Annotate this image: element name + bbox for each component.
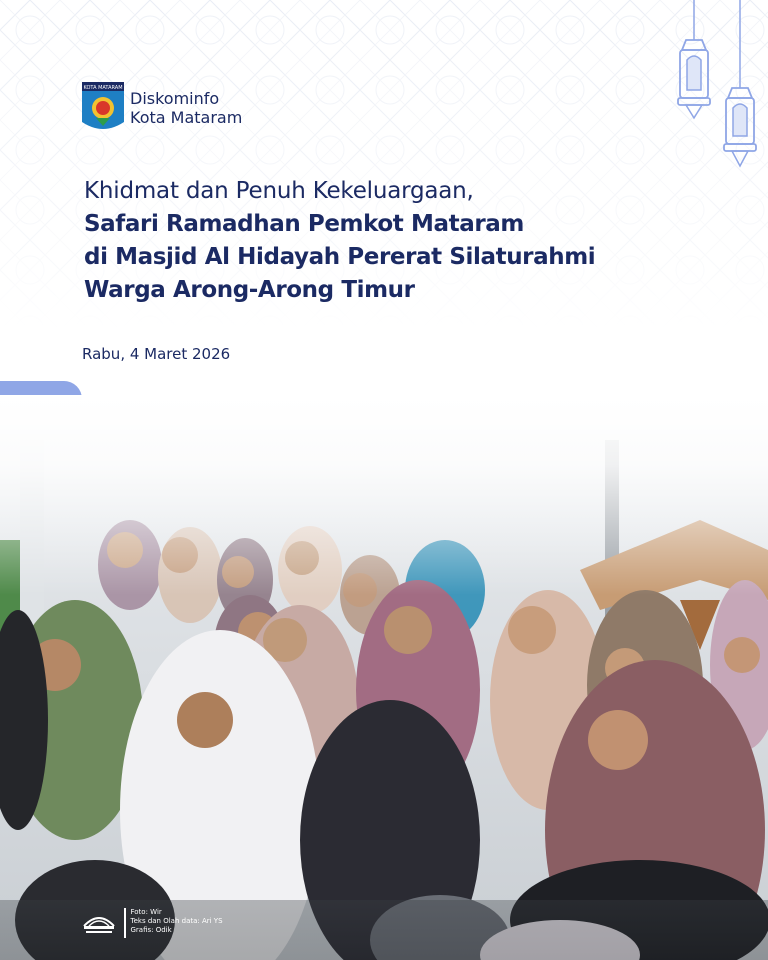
credit-grafis: Grafis: Odik [130, 926, 172, 934]
headline-line4: Warga Arong-Arong Timur [84, 277, 415, 303]
svg-text:KOTA MATARAM: KOTA MATARAM [83, 84, 123, 91]
brand-block [82, 82, 242, 134]
lantern-icon [672, 0, 716, 125]
photo-top-fade [0, 395, 768, 595]
headline [84, 175, 724, 307]
photo-credits [80, 908, 223, 938]
kota-mataram-logo [82, 82, 124, 134]
brand-name-line2: Kota Mataram [130, 108, 243, 127]
headline-line2: Safari Ramadhan Pemkot Mataram [84, 211, 524, 237]
brand-name-line1: Diskominfo [130, 89, 220, 108]
headline-line1: Khidmat dan Penuh Kekeluargaan, [84, 178, 474, 204]
brand-name [130, 89, 242, 127]
credit-logo-icon [80, 908, 118, 934]
lantern-icon [718, 0, 762, 172]
credit-divider [124, 908, 126, 938]
headline-line3: di Masjid Al Hidayah Pererat Silaturahmi [84, 244, 596, 270]
publish-date: Rabu, 4 Maret 2026 [82, 345, 231, 363]
credit-lines [131, 908, 223, 935]
credit-foto: Foto: Wir [130, 908, 162, 916]
credit-teks: Teks dan Olah data: Ari YS [130, 917, 223, 925]
